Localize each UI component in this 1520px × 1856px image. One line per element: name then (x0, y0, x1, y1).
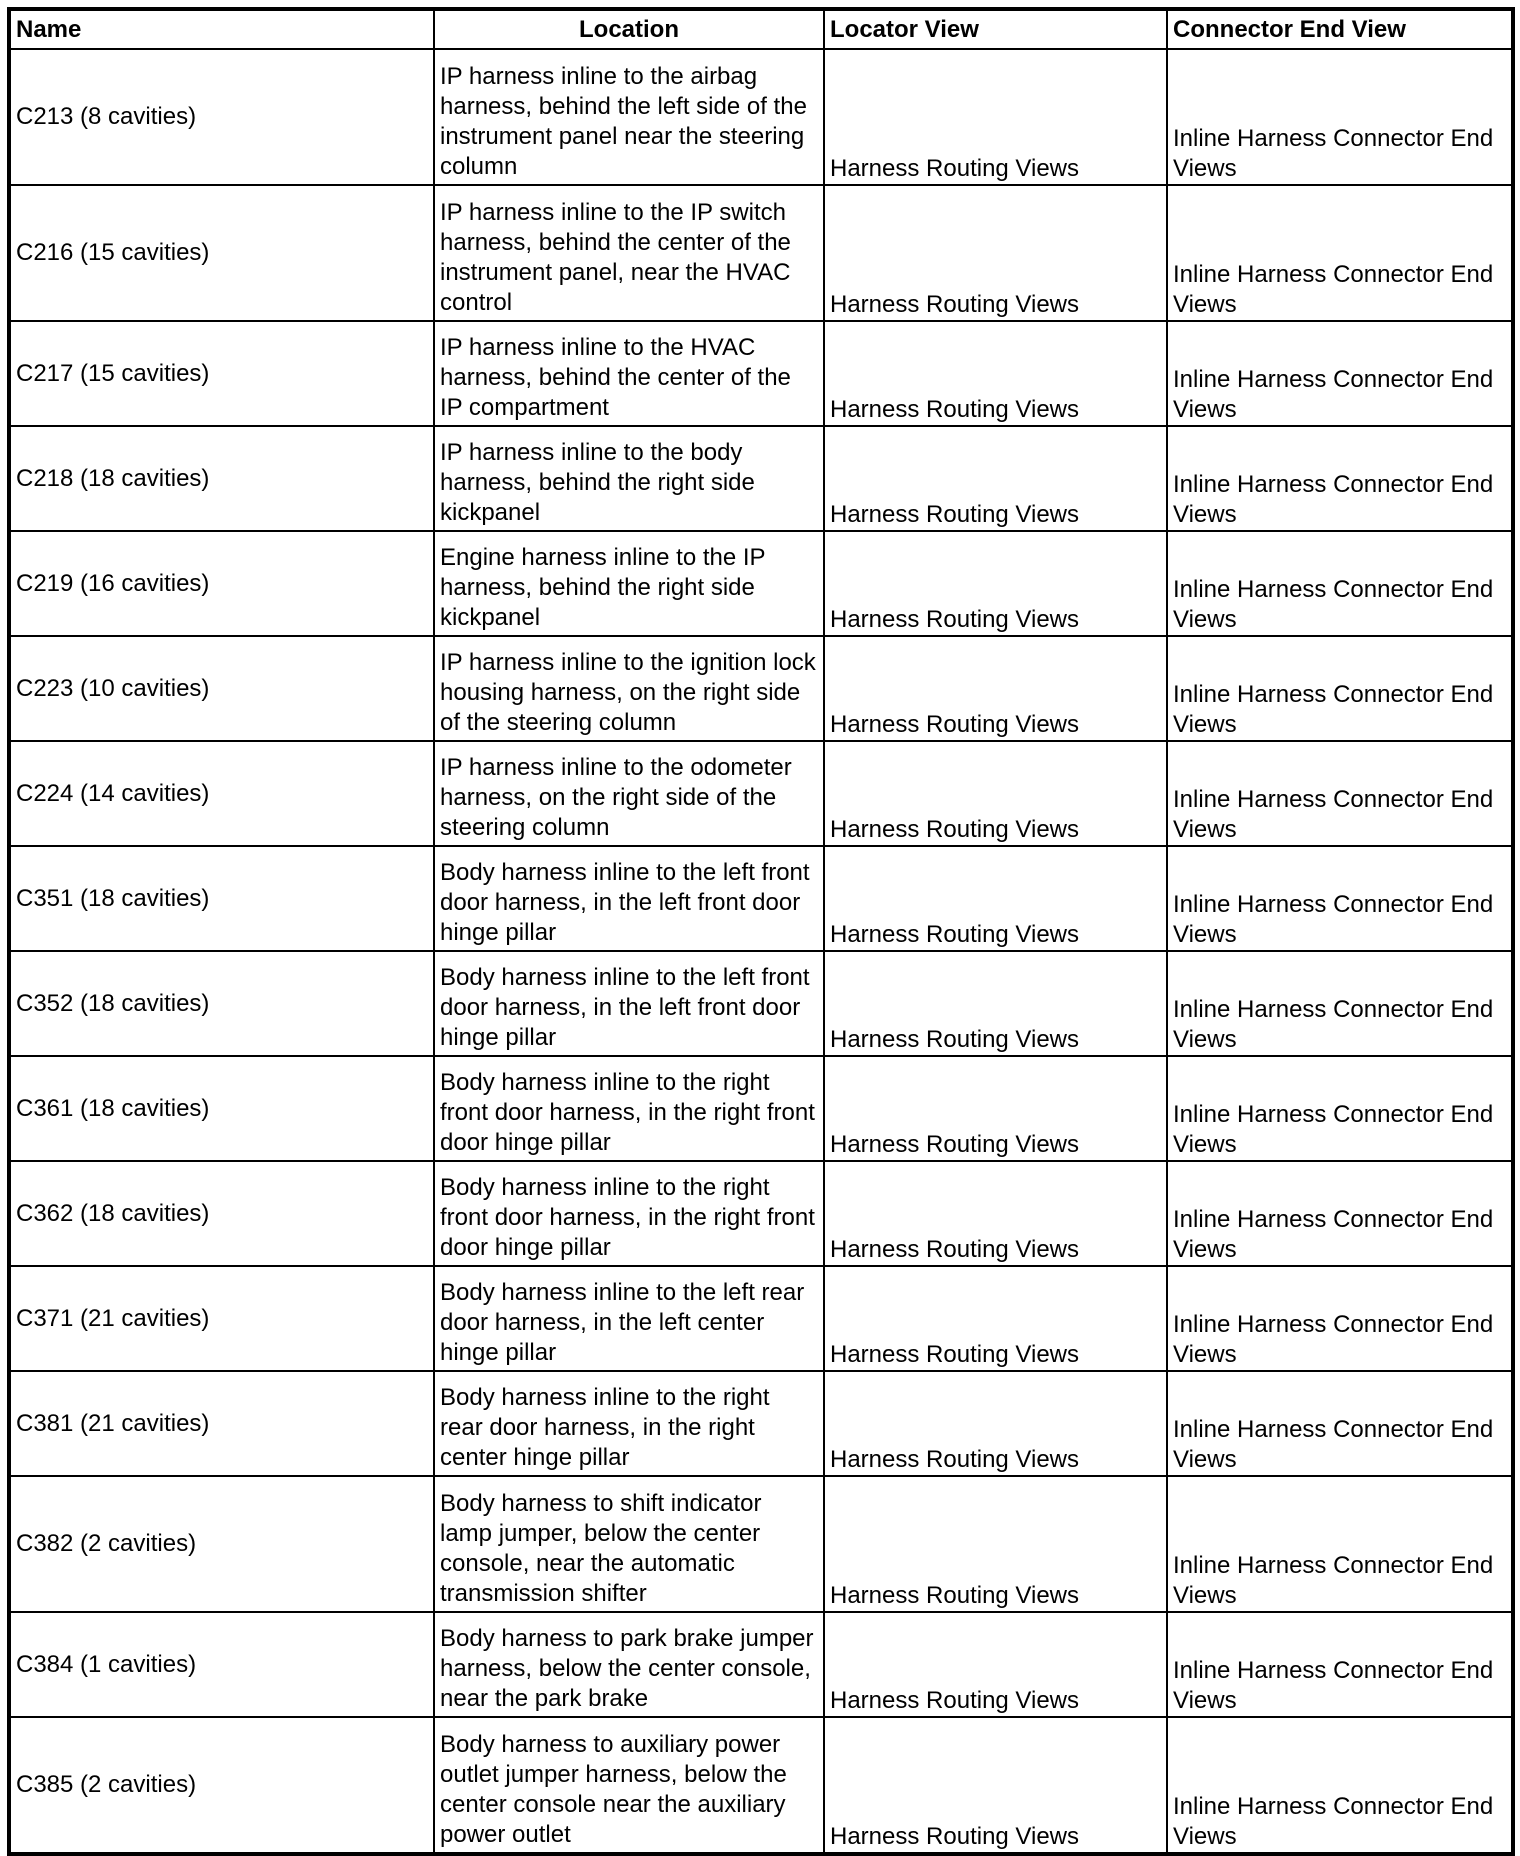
cell-connector-end-view[interactable]: Inline Harness Connector End Views (1167, 426, 1513, 531)
cell-location: Body harness inline to the right rear door harness, in the right center hinge pillar (434, 1371, 824, 1476)
cell-locator-view[interactable]: Harness Routing Views (824, 185, 1167, 321)
cell-connector-end-view[interactable]: Inline Harness Connector End Views (1167, 1612, 1513, 1717)
cell-name: C351 (18 cavities) (9, 846, 434, 951)
cell-locator-view[interactable]: Harness Routing Views (824, 741, 1167, 846)
cell-location: IP harness inline to the ignition lock housing harness, on the right side of the steering column (434, 636, 824, 741)
table-header-row (9, 9, 1513, 49)
cell-locator-view[interactable]: Harness Routing Views (824, 49, 1167, 185)
cell-name: C219 (16 cavities) (9, 531, 434, 636)
table-row (9, 1266, 1513, 1371)
cell-name: C381 (21 cavities) (9, 1371, 434, 1476)
cell-location: Engine harness inline to the IP harness, behind the right side kickpanel (434, 531, 824, 636)
cell-location: Body harness to shift indicator lamp jumper, below the center console, near the automatic transmission shifter (434, 1476, 824, 1612)
cell-locator-view[interactable]: Harness Routing Views (824, 1266, 1167, 1371)
table-row (9, 1612, 1513, 1717)
cell-connector-end-view[interactable]: Inline Harness Connector End Views (1167, 531, 1513, 636)
cell-location: IP harness inline to the airbag harness, behind the left side of the instrument panel near the steering column (434, 49, 824, 185)
cell-locator-view[interactable]: Harness Routing Views (824, 951, 1167, 1056)
table-row (9, 1056, 1513, 1161)
table-row (9, 636, 1513, 741)
table-row (9, 426, 1513, 531)
cell-location: IP harness inline to the body harness, behind the right side kickpanel (434, 426, 824, 531)
cell-connector-end-view[interactable]: Inline Harness Connector End Views (1167, 1371, 1513, 1476)
cell-location: Body harness to park brake jumper harness, below the center console, near the park brake (434, 1612, 824, 1717)
cell-locator-view[interactable]: Harness Routing Views (824, 636, 1167, 741)
cell-name: C223 (10 cavities) (9, 636, 434, 741)
cell-location: Body harness inline to the left front door harness, in the left front door hinge pillar (434, 846, 824, 951)
table-row (9, 741, 1513, 846)
cell-connector-end-view[interactable]: Inline Harness Connector End Views (1167, 1717, 1513, 1854)
cell-locator-view[interactable]: Harness Routing Views (824, 1476, 1167, 1612)
header-location: Location (434, 9, 824, 49)
cell-name: C216 (15 cavities) (9, 185, 434, 321)
cell-locator-view[interactable]: Harness Routing Views (824, 1612, 1167, 1717)
cell-connector-end-view[interactable]: Inline Harness Connector End Views (1167, 321, 1513, 426)
cell-name: C217 (15 cavities) (9, 321, 434, 426)
cell-locator-view[interactable]: Harness Routing Views (824, 1717, 1167, 1854)
cell-connector-end-view[interactable]: Inline Harness Connector End Views (1167, 1056, 1513, 1161)
cell-location: Body harness inline to the left front door harness, in the left front door hinge pillar (434, 951, 824, 1056)
header-connector-end-view: Connector End View (1167, 9, 1513, 49)
table-row (9, 1476, 1513, 1612)
table-row (9, 531, 1513, 636)
table-row (9, 1371, 1513, 1476)
table-row (9, 1161, 1513, 1266)
table-row (9, 1717, 1513, 1854)
cell-connector-end-view[interactable]: Inline Harness Connector End Views (1167, 741, 1513, 846)
cell-location: Body harness to auxiliary power outlet jumper harness, below the center console near the auxiliary power outlet (434, 1717, 824, 1854)
table-row (9, 185, 1513, 321)
connector-table-sheet (7, 7, 1511, 1856)
cell-locator-view[interactable]: Harness Routing Views (824, 1371, 1167, 1476)
cell-name: C382 (2 cavities) (9, 1476, 434, 1612)
table-row (9, 951, 1513, 1056)
cell-location: Body harness inline to the left rear door harness, in the left center hinge pillar (434, 1266, 824, 1371)
cell-name: C352 (18 cavities) (9, 951, 434, 1056)
cell-name: C384 (1 cavities) (9, 1612, 434, 1717)
cell-connector-end-view[interactable]: Inline Harness Connector End Views (1167, 1161, 1513, 1266)
cell-connector-end-view[interactable]: Inline Harness Connector End Views (1167, 846, 1513, 951)
table-row (9, 321, 1513, 426)
header-name: Name (9, 9, 434, 49)
cell-connector-end-view[interactable]: Inline Harness Connector End Views (1167, 1266, 1513, 1371)
cell-name: C218 (18 cavities) (9, 426, 434, 531)
cell-name: C371 (21 cavities) (9, 1266, 434, 1371)
cell-name: C361 (18 cavities) (9, 1056, 434, 1161)
cell-connector-end-view[interactable]: Inline Harness Connector End Views (1167, 951, 1513, 1056)
cell-name: C213 (8 cavities) (9, 49, 434, 185)
cell-location: Body harness inline to the right front door harness, in the right front door hinge pillar (434, 1056, 824, 1161)
cell-location: Body harness inline to the right front door harness, in the right front door hinge pillar (434, 1161, 824, 1266)
header-locator-view: Locator View (824, 9, 1167, 49)
cell-location: IP harness inline to the odometer harness, on the right side of the steering column (434, 741, 824, 846)
cell-location: IP harness inline to the IP switch harness, behind the center of the instrument panel, near the HVAC control (434, 185, 824, 321)
cell-location: IP harness inline to the HVAC harness, behind the center of the IP compartment (434, 321, 824, 426)
cell-connector-end-view[interactable]: Inline Harness Connector End Views (1167, 49, 1513, 185)
cell-name: C362 (18 cavities) (9, 1161, 434, 1266)
cell-connector-end-view[interactable]: Inline Harness Connector End Views (1167, 636, 1513, 741)
table-row (9, 846, 1513, 951)
cell-connector-end-view[interactable]: Inline Harness Connector End Views (1167, 185, 1513, 321)
cell-name: C224 (14 cavities) (9, 741, 434, 846)
cell-locator-view[interactable]: Harness Routing Views (824, 426, 1167, 531)
table-row (9, 49, 1513, 185)
cell-locator-view[interactable]: Harness Routing Views (824, 1056, 1167, 1161)
cell-connector-end-view[interactable]: Inline Harness Connector End Views (1167, 1476, 1513, 1612)
cell-locator-view[interactable]: Harness Routing Views (824, 321, 1167, 426)
cell-locator-view[interactable]: Harness Routing Views (824, 1161, 1167, 1266)
cell-locator-view[interactable]: Harness Routing Views (824, 531, 1167, 636)
cell-locator-view[interactable]: Harness Routing Views (824, 846, 1167, 951)
cell-name: C385 (2 cavities) (9, 1717, 434, 1854)
connector-table (7, 7, 1515, 1856)
